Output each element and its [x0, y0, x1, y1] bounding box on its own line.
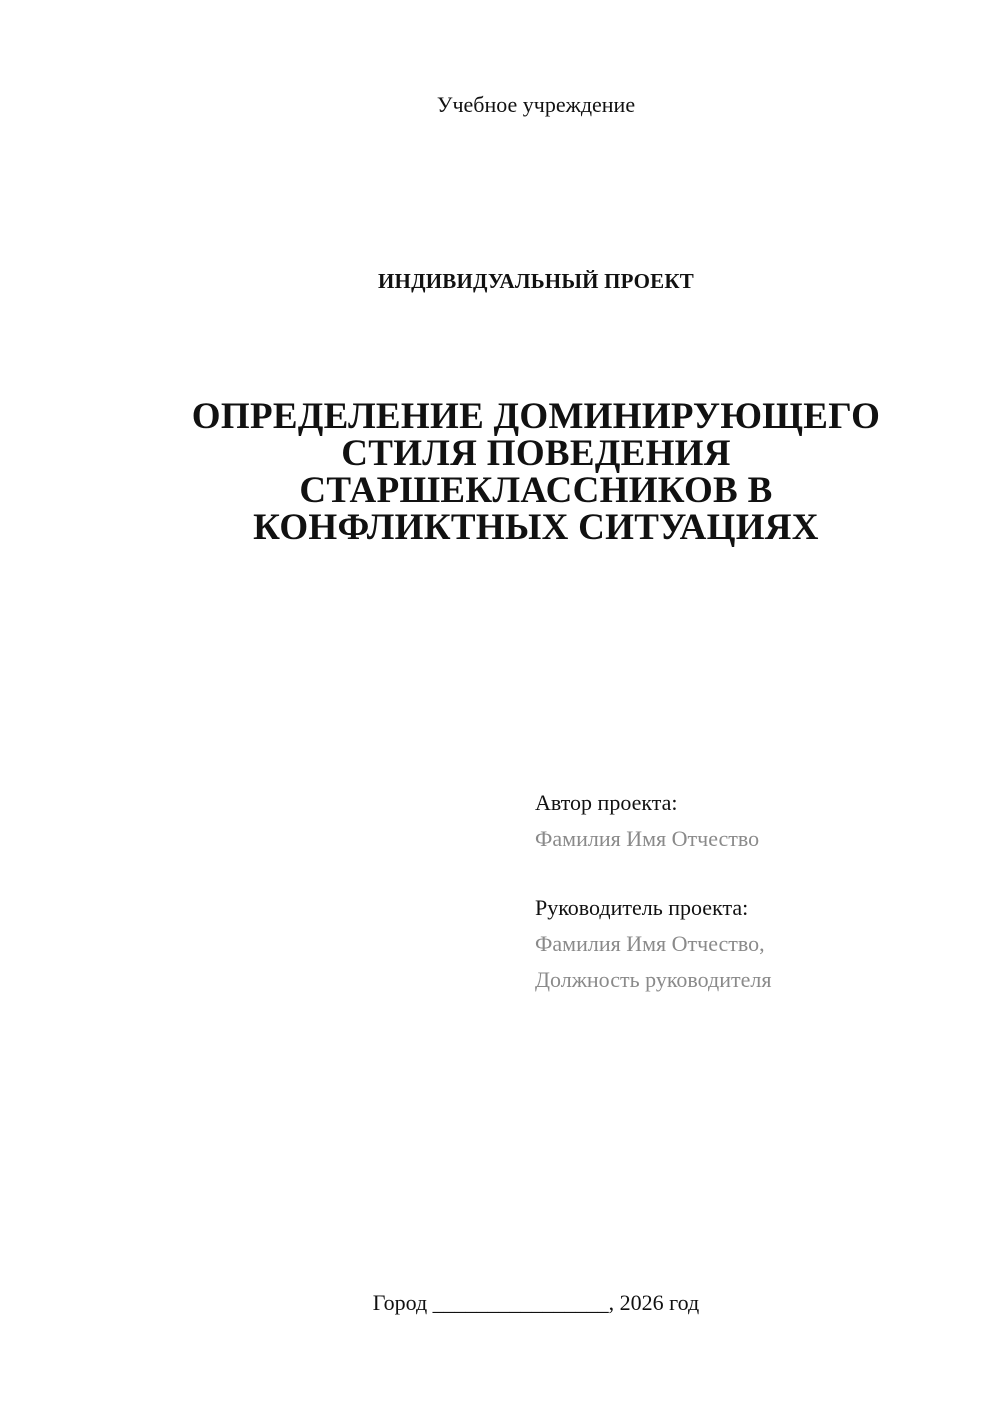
project-title [130, 398, 942, 546]
project-title-line: СТАРШЕКЛАССНИКОВ В [299, 470, 773, 511]
supervisor-label: Руководитель проекта: [535, 895, 749, 920]
author-name: Фамилия Имя Отчество [535, 826, 760, 851]
project-type-heading: ИНДИВИДУАЛЬНЫЙ ПРОЕКТ [378, 269, 694, 293]
supervisor-name: Фамилия Имя Отчество, [535, 931, 765, 956]
project-title-line: СТИЛЯ ПОВЕДЕНИЯ [341, 433, 731, 474]
project-title-line: КОНФЛИКТНЫХ СИТУАЦИЯХ [253, 507, 819, 548]
supervisor-position: Должность руководителя [535, 967, 772, 992]
year-text: , 2026 год [608, 1290, 700, 1315]
author-label: Автор проекта: [535, 790, 678, 815]
city-blank: ________________ [432, 1290, 609, 1315]
city-year-line [0, 1290, 1000, 1316]
author-block [535, 785, 759, 857]
institution-name: Учебное учреждение [436, 92, 636, 117]
project-title-line: ОПРЕДЕЛЕНИЕ ДОМИНИРУЮЩЕГО [191, 396, 881, 437]
supervisor-block [535, 890, 771, 998]
city-label: Город [372, 1290, 428, 1315]
